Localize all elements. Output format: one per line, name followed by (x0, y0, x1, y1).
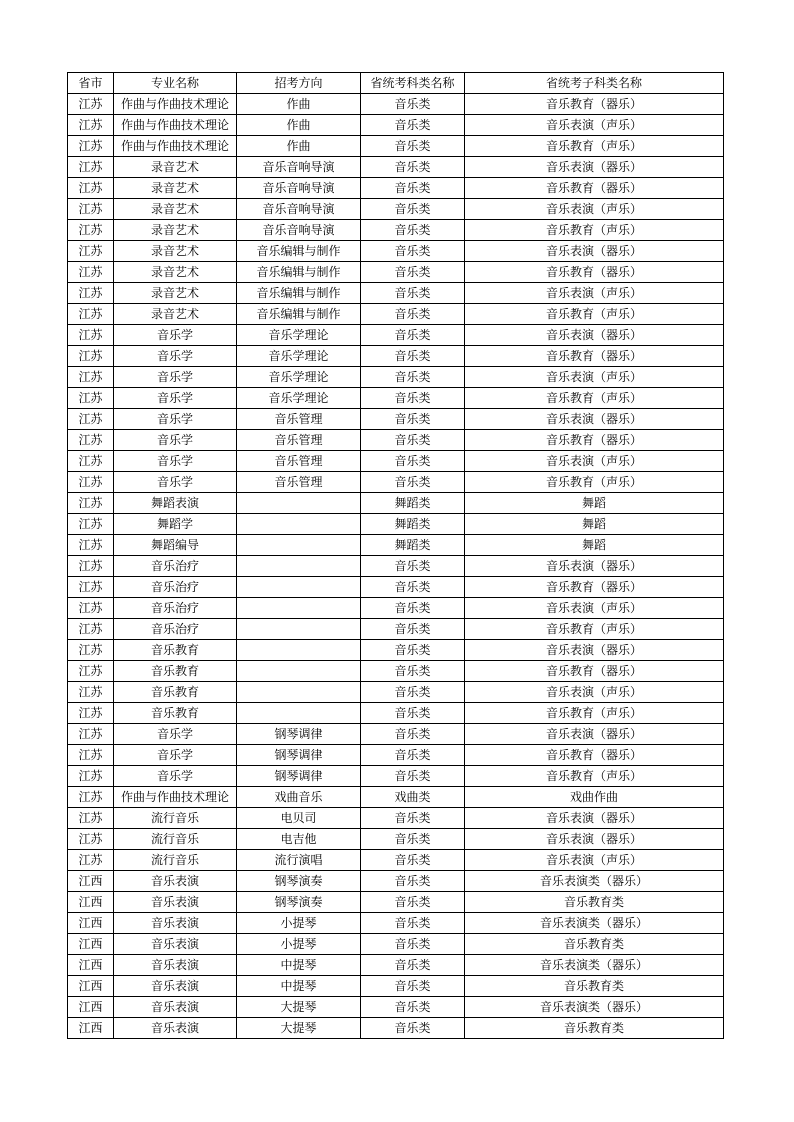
table-row (68, 94, 724, 115)
cell-direction: 音乐管理 (237, 430, 361, 451)
cell-category: 音乐类 (361, 745, 465, 766)
cell-category: 音乐类 (361, 430, 465, 451)
cell-direction: 音乐编辑与制作 (237, 241, 361, 262)
cell-category: 舞蹈类 (361, 535, 465, 556)
cell-subcategory: 音乐表演（声乐） (465, 283, 724, 304)
table-row (68, 913, 724, 934)
cell-direction: 小提琴 (237, 913, 361, 934)
cell-province: 江苏 (68, 598, 114, 619)
cell-subcategory: 音乐教育（声乐） (465, 220, 724, 241)
cell-subcategory: 音乐教育（声乐） (465, 136, 724, 157)
cell-major: 音乐学 (114, 724, 237, 745)
cell-province: 江苏 (68, 199, 114, 220)
cell-province: 江苏 (68, 304, 114, 325)
cell-category: 音乐类 (361, 976, 465, 997)
cell-category: 音乐类 (361, 997, 465, 1018)
cell-subcategory: 音乐表演类（器乐） (465, 913, 724, 934)
cell-subcategory: 音乐表演（声乐） (465, 451, 724, 472)
cell-major: 音乐学 (114, 409, 237, 430)
cell-province: 江苏 (68, 787, 114, 808)
cell-category: 音乐类 (361, 703, 465, 724)
table-row (68, 430, 724, 451)
cell-subcategory: 音乐教育（声乐） (465, 766, 724, 787)
cell-major: 音乐治疗 (114, 577, 237, 598)
table-row (68, 997, 724, 1018)
cell-category: 音乐类 (361, 325, 465, 346)
cell-province: 江苏 (68, 115, 114, 136)
cell-category: 音乐类 (361, 94, 465, 115)
cell-category: 音乐类 (361, 1018, 465, 1039)
cell-subcategory: 音乐表演（声乐） (465, 598, 724, 619)
cell-province: 江苏 (68, 724, 114, 745)
cell-major: 舞蹈编导 (114, 535, 237, 556)
table-body (68, 94, 724, 1039)
cell-direction: 钢琴演奏 (237, 892, 361, 913)
table-row (68, 220, 724, 241)
cell-major: 流行音乐 (114, 808, 237, 829)
cell-major: 录音艺术 (114, 157, 237, 178)
cell-category: 音乐类 (361, 451, 465, 472)
cell-category: 音乐类 (361, 682, 465, 703)
cell-major: 音乐学 (114, 745, 237, 766)
cell-province: 江苏 (68, 577, 114, 598)
table-row (68, 661, 724, 682)
cell-subcategory: 音乐教育类 (465, 934, 724, 955)
cell-subcategory: 音乐表演（声乐） (465, 850, 724, 871)
cell-subcategory: 音乐教育（器乐） (465, 178, 724, 199)
cell-province: 江苏 (68, 157, 114, 178)
header-row (68, 73, 724, 94)
cell-category: 音乐类 (361, 241, 465, 262)
cell-province: 江苏 (68, 262, 114, 283)
cell-direction: 音乐学理论 (237, 388, 361, 409)
cell-direction (237, 682, 361, 703)
table-row (68, 472, 724, 493)
cell-category: 音乐类 (361, 556, 465, 577)
cell-direction (237, 598, 361, 619)
cell-subcategory: 音乐教育（器乐） (465, 577, 724, 598)
cell-province: 江苏 (68, 745, 114, 766)
cell-major: 音乐教育 (114, 640, 237, 661)
table-row (68, 346, 724, 367)
cell-subcategory: 音乐表演类（器乐） (465, 955, 724, 976)
cell-direction: 音乐学理论 (237, 325, 361, 346)
cell-direction (237, 493, 361, 514)
cell-major: 音乐教育 (114, 703, 237, 724)
cell-category: 音乐类 (361, 577, 465, 598)
cell-province: 江苏 (68, 493, 114, 514)
table-row (68, 955, 724, 976)
header-category: 省统考科类名称 (361, 73, 465, 94)
cell-province: 江苏 (68, 283, 114, 304)
cell-subcategory: 音乐教育（声乐） (465, 619, 724, 640)
table-row (68, 808, 724, 829)
cell-direction: 作曲 (237, 94, 361, 115)
cell-direction: 中提琴 (237, 976, 361, 997)
cell-province: 江苏 (68, 535, 114, 556)
cell-subcategory: 戏曲作曲 (465, 787, 724, 808)
cell-province: 江西 (68, 892, 114, 913)
cell-province: 江苏 (68, 619, 114, 640)
cell-subcategory: 音乐教育（声乐） (465, 472, 724, 493)
cell-category: 音乐类 (361, 178, 465, 199)
cell-direction: 音乐编辑与制作 (237, 283, 361, 304)
table-row (68, 199, 724, 220)
cell-province: 江苏 (68, 409, 114, 430)
cell-subcategory: 音乐表演（声乐） (465, 367, 724, 388)
cell-subcategory: 音乐教育（器乐） (465, 745, 724, 766)
table-row (68, 934, 724, 955)
cell-major: 音乐治疗 (114, 619, 237, 640)
cell-major: 音乐表演 (114, 955, 237, 976)
table-row (68, 157, 724, 178)
table-row (68, 787, 724, 808)
cell-category: 音乐类 (361, 892, 465, 913)
cell-direction: 音乐音响导演 (237, 157, 361, 178)
cell-direction (237, 535, 361, 556)
table-row (68, 388, 724, 409)
cell-category: 音乐类 (361, 850, 465, 871)
cell-province: 江西 (68, 976, 114, 997)
cell-subcategory: 音乐表演（器乐） (465, 808, 724, 829)
cell-subcategory: 音乐教育（器乐） (465, 661, 724, 682)
cell-subcategory: 音乐表演（器乐） (465, 157, 724, 178)
cell-province: 江苏 (68, 556, 114, 577)
cell-major: 录音艺术 (114, 283, 237, 304)
cell-category: 音乐类 (361, 598, 465, 619)
cell-major: 作曲与作曲技术理论 (114, 136, 237, 157)
cell-direction (237, 640, 361, 661)
cell-category: 音乐类 (361, 934, 465, 955)
cell-province: 江西 (68, 934, 114, 955)
cell-direction: 作曲 (237, 115, 361, 136)
cell-direction (237, 661, 361, 682)
cell-major: 作曲与作曲技术理论 (114, 787, 237, 808)
cell-subcategory: 音乐教育（声乐） (465, 388, 724, 409)
cell-major: 音乐表演 (114, 892, 237, 913)
cell-subcategory: 音乐教育（器乐） (465, 346, 724, 367)
cell-major: 音乐学 (114, 430, 237, 451)
cell-subcategory: 音乐表演（器乐） (465, 409, 724, 430)
cell-major: 音乐教育 (114, 682, 237, 703)
table-row (68, 178, 724, 199)
cell-major: 舞蹈学 (114, 514, 237, 535)
cell-subcategory: 舞蹈 (465, 514, 724, 535)
cell-category: 音乐类 (361, 619, 465, 640)
cell-province: 江西 (68, 1018, 114, 1039)
cell-province: 江苏 (68, 850, 114, 871)
cell-province: 江苏 (68, 472, 114, 493)
header-major: 专业名称 (114, 73, 237, 94)
cell-subcategory: 舞蹈 (465, 535, 724, 556)
cell-major: 作曲与作曲技术理论 (114, 94, 237, 115)
cell-subcategory: 音乐教育（器乐） (465, 430, 724, 451)
table-row (68, 556, 724, 577)
cell-major: 录音艺术 (114, 199, 237, 220)
cell-major: 流行音乐 (114, 829, 237, 850)
cell-category: 舞蹈类 (361, 493, 465, 514)
table-row (68, 577, 724, 598)
table-row (68, 493, 724, 514)
cell-subcategory: 音乐表演类（器乐） (465, 871, 724, 892)
cell-province: 江苏 (68, 241, 114, 262)
cell-direction: 大提琴 (237, 997, 361, 1018)
cell-direction: 大提琴 (237, 1018, 361, 1039)
cell-province: 江西 (68, 955, 114, 976)
cell-major: 音乐学 (114, 472, 237, 493)
cell-direction: 电吉他 (237, 829, 361, 850)
cell-category: 音乐类 (361, 766, 465, 787)
cell-category: 音乐类 (361, 871, 465, 892)
cell-subcategory: 音乐表演（器乐） (465, 241, 724, 262)
cell-major: 录音艺术 (114, 241, 237, 262)
cell-major: 录音艺术 (114, 220, 237, 241)
cell-direction: 音乐学理论 (237, 367, 361, 388)
cell-subcategory: 音乐表演（声乐） (465, 682, 724, 703)
cell-category: 音乐类 (361, 661, 465, 682)
cell-category: 戏曲类 (361, 787, 465, 808)
table-row (68, 682, 724, 703)
cell-major: 音乐治疗 (114, 598, 237, 619)
cell-major: 音乐教育 (114, 661, 237, 682)
cell-direction: 中提琴 (237, 955, 361, 976)
cell-category: 音乐类 (361, 409, 465, 430)
admissions-table (67, 72, 724, 1039)
cell-category: 音乐类 (361, 283, 465, 304)
table-row (68, 241, 724, 262)
cell-province: 江苏 (68, 661, 114, 682)
cell-province: 江苏 (68, 808, 114, 829)
cell-province: 江苏 (68, 451, 114, 472)
cell-province: 江苏 (68, 703, 114, 724)
cell-category: 音乐类 (361, 388, 465, 409)
table-row (68, 283, 724, 304)
cell-major: 作曲与作曲技术理论 (114, 115, 237, 136)
table-row (68, 598, 724, 619)
cell-province: 江苏 (68, 514, 114, 535)
cell-major: 音乐学 (114, 766, 237, 787)
cell-subcategory: 音乐表演（器乐） (465, 556, 724, 577)
cell-major: 录音艺术 (114, 304, 237, 325)
cell-province: 江苏 (68, 682, 114, 703)
cell-province: 江西 (68, 913, 114, 934)
cell-major: 音乐表演 (114, 997, 237, 1018)
cell-major: 音乐表演 (114, 913, 237, 934)
cell-province: 江苏 (68, 829, 114, 850)
cell-direction: 音乐音响导演 (237, 178, 361, 199)
cell-direction: 钢琴调律 (237, 766, 361, 787)
table-row (68, 262, 724, 283)
table-row (68, 409, 724, 430)
cell-category: 音乐类 (361, 724, 465, 745)
table-row (68, 850, 724, 871)
cell-subcategory: 音乐表演（声乐） (465, 199, 724, 220)
cell-category: 音乐类 (361, 829, 465, 850)
cell-province: 江苏 (68, 640, 114, 661)
cell-major: 音乐表演 (114, 934, 237, 955)
cell-category: 音乐类 (361, 136, 465, 157)
cell-category: 音乐类 (361, 115, 465, 136)
cell-category: 音乐类 (361, 199, 465, 220)
cell-major: 音乐学 (114, 325, 237, 346)
cell-direction: 音乐管理 (237, 451, 361, 472)
cell-subcategory: 音乐教育（器乐） (465, 262, 724, 283)
cell-subcategory: 音乐教育（声乐） (465, 703, 724, 724)
header-subcategory: 省统考子科类名称 (465, 73, 724, 94)
cell-major: 舞蹈表演 (114, 493, 237, 514)
table-row (68, 619, 724, 640)
cell-major: 音乐学 (114, 451, 237, 472)
cell-subcategory: 音乐表演（器乐） (465, 829, 724, 850)
cell-province: 江苏 (68, 367, 114, 388)
cell-direction: 钢琴演奏 (237, 871, 361, 892)
table-row (68, 640, 724, 661)
table-row (68, 724, 724, 745)
cell-major: 音乐学 (114, 367, 237, 388)
table-row (68, 829, 724, 850)
cell-major: 录音艺术 (114, 262, 237, 283)
cell-subcategory: 音乐教育类 (465, 976, 724, 997)
cell-category: 音乐类 (361, 955, 465, 976)
cell-subcategory: 音乐表演（器乐） (465, 724, 724, 745)
cell-subcategory: 音乐表演（器乐） (465, 325, 724, 346)
cell-direction: 音乐音响导演 (237, 199, 361, 220)
table-row (68, 451, 724, 472)
table-row (68, 703, 724, 724)
table-row (68, 1018, 724, 1039)
cell-category: 音乐类 (361, 304, 465, 325)
cell-province: 江苏 (68, 388, 114, 409)
cell-major: 音乐表演 (114, 871, 237, 892)
table-row (68, 325, 724, 346)
cell-direction: 音乐管理 (237, 472, 361, 493)
header-province: 省市 (68, 73, 114, 94)
cell-direction: 电贝司 (237, 808, 361, 829)
table-row (68, 304, 724, 325)
cell-direction: 音乐音响导演 (237, 220, 361, 241)
cell-major: 音乐表演 (114, 1018, 237, 1039)
cell-direction: 音乐编辑与制作 (237, 262, 361, 283)
table-row (68, 766, 724, 787)
table-row (68, 745, 724, 766)
cell-direction: 钢琴调律 (237, 724, 361, 745)
cell-province: 江西 (68, 871, 114, 892)
cell-subcategory: 音乐表演（声乐） (465, 115, 724, 136)
cell-province: 江苏 (68, 220, 114, 241)
cell-province: 江苏 (68, 325, 114, 346)
cell-category: 音乐类 (361, 346, 465, 367)
cell-province: 江苏 (68, 766, 114, 787)
cell-subcategory: 音乐教育（声乐） (465, 304, 724, 325)
cell-subcategory: 舞蹈 (465, 493, 724, 514)
cell-direction: 钢琴调律 (237, 745, 361, 766)
cell-direction (237, 703, 361, 724)
cell-direction: 音乐管理 (237, 409, 361, 430)
cell-province: 江苏 (68, 178, 114, 199)
cell-major: 音乐学 (114, 346, 237, 367)
cell-category: 音乐类 (361, 808, 465, 829)
cell-province: 江西 (68, 997, 114, 1018)
table-row (68, 871, 724, 892)
cell-category: 音乐类 (361, 472, 465, 493)
cell-major: 录音艺术 (114, 178, 237, 199)
cell-major: 音乐学 (114, 388, 237, 409)
header-direction: 招考方向 (237, 73, 361, 94)
table-row (68, 514, 724, 535)
cell-direction (237, 514, 361, 535)
cell-direction: 流行演唱 (237, 850, 361, 871)
table-row (68, 367, 724, 388)
table-row (68, 115, 724, 136)
cell-province: 江苏 (68, 136, 114, 157)
cell-category: 音乐类 (361, 367, 465, 388)
cell-subcategory: 音乐教育（器乐） (465, 94, 724, 115)
table-row (68, 535, 724, 556)
cell-major: 音乐表演 (114, 976, 237, 997)
cell-subcategory: 音乐教育类 (465, 1018, 724, 1039)
cell-category: 舞蹈类 (361, 514, 465, 535)
cell-province: 江苏 (68, 430, 114, 451)
cell-direction: 音乐编辑与制作 (237, 304, 361, 325)
cell-subcategory: 音乐教育类 (465, 892, 724, 913)
cell-category: 音乐类 (361, 640, 465, 661)
table-row (68, 892, 724, 913)
cell-subcategory: 音乐表演（器乐） (465, 640, 724, 661)
cell-direction: 小提琴 (237, 934, 361, 955)
cell-major: 音乐治疗 (114, 556, 237, 577)
cell-subcategory: 音乐表演类（器乐） (465, 997, 724, 1018)
cell-province: 江苏 (68, 346, 114, 367)
cell-direction: 音乐学理论 (237, 346, 361, 367)
cell-category: 音乐类 (361, 913, 465, 934)
cell-direction (237, 556, 361, 577)
table-row (68, 136, 724, 157)
cell-direction (237, 577, 361, 598)
cell-category: 音乐类 (361, 220, 465, 241)
cell-direction (237, 619, 361, 640)
cell-direction: 戏曲音乐 (237, 787, 361, 808)
cell-category: 音乐类 (361, 262, 465, 283)
cell-province: 江苏 (68, 94, 114, 115)
cell-direction: 作曲 (237, 136, 361, 157)
table-row (68, 976, 724, 997)
cell-major: 流行音乐 (114, 850, 237, 871)
cell-category: 音乐类 (361, 157, 465, 178)
